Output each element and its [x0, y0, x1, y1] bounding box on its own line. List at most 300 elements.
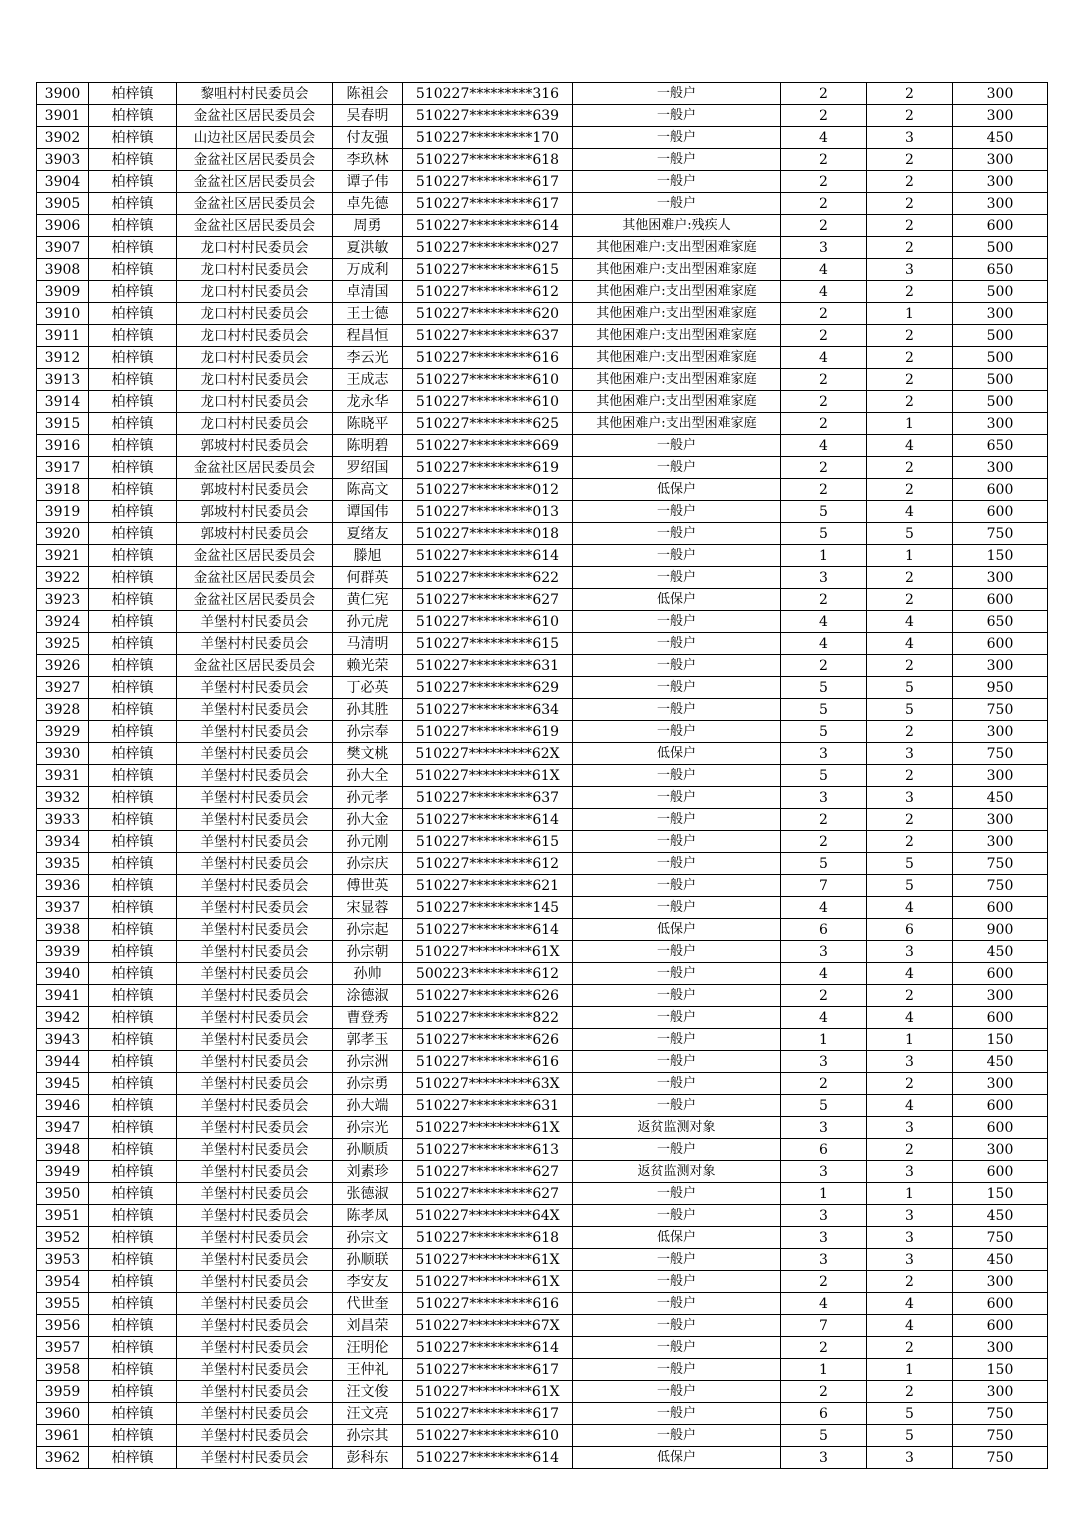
household-type-cell: 一般户	[573, 171, 781, 193]
village-committee-cell: 金盆社区居民委员会	[177, 567, 333, 589]
serial-number-cell: 3960	[37, 1403, 89, 1425]
name-cell: 孙大端	[333, 1095, 403, 1117]
table-row	[37, 347, 1048, 369]
table-row	[37, 1249, 1048, 1271]
serial-number-cell: 3926	[37, 655, 89, 677]
id-number-cell: 510227*********617	[403, 193, 573, 215]
household-size-cell: 3	[781, 1117, 867, 1139]
name-cell: 谭子伟	[333, 171, 403, 193]
village-committee-cell: 羊堡村村民委员会	[177, 721, 333, 743]
beneficiary-count-cell: 5	[867, 875, 953, 897]
household-size-cell: 2	[781, 215, 867, 237]
name-cell: 黄仁宪	[333, 589, 403, 611]
amount-cell: 600	[953, 501, 1048, 523]
name-cell: 孙元孝	[333, 787, 403, 809]
name-cell: 张德淑	[333, 1183, 403, 1205]
id-number-cell: 510227*********626	[403, 985, 573, 1007]
beneficiary-count-cell: 4	[867, 435, 953, 457]
town-cell: 柏梓镇	[89, 1095, 177, 1117]
id-number-cell: 510227*********610	[403, 1425, 573, 1447]
household-size-cell: 1	[781, 1029, 867, 1051]
village-committee-cell: 羊堡村村民委员会	[177, 1095, 333, 1117]
beneficiary-count-cell: 2	[867, 83, 953, 105]
id-number-cell: 500223*********612	[403, 963, 573, 985]
household-size-cell: 5	[781, 501, 867, 523]
beneficiary-count-cell: 3	[867, 1447, 953, 1469]
household-type-cell: 一般户	[573, 1359, 781, 1381]
serial-number-cell: 3949	[37, 1161, 89, 1183]
household-type-cell: 一般户	[573, 831, 781, 853]
table-row	[37, 435, 1048, 457]
table-row	[37, 259, 1048, 281]
table-row	[37, 1227, 1048, 1249]
serial-number-cell: 3956	[37, 1315, 89, 1337]
amount-cell: 450	[953, 127, 1048, 149]
household-size-cell: 3	[781, 237, 867, 259]
name-cell: 龙永华	[333, 391, 403, 413]
amount-cell: 600	[953, 1007, 1048, 1029]
household-type-cell: 一般户	[573, 83, 781, 105]
household-type-cell: 一般户	[573, 435, 781, 457]
household-size-cell: 2	[781, 457, 867, 479]
serial-number-cell: 3939	[37, 941, 89, 963]
beneficiary-count-cell: 5	[867, 853, 953, 875]
table-row	[37, 237, 1048, 259]
table-row	[37, 171, 1048, 193]
household-size-cell: 2	[781, 589, 867, 611]
household-size-cell: 2	[781, 83, 867, 105]
household-size-cell: 4	[781, 1293, 867, 1315]
household-type-cell: 低保户	[573, 479, 781, 501]
beneficiary-count-cell: 2	[867, 193, 953, 215]
amount-cell: 500	[953, 237, 1048, 259]
name-cell: 汪文俊	[333, 1381, 403, 1403]
village-committee-cell: 金盆社区居民委员会	[177, 215, 333, 237]
amount-cell: 600	[953, 215, 1048, 237]
amount-cell: 300	[953, 193, 1048, 215]
id-number-cell: 510227*********621	[403, 875, 573, 897]
serial-number-cell: 3942	[37, 1007, 89, 1029]
serial-number-cell: 3902	[37, 127, 89, 149]
serial-number-cell: 3941	[37, 985, 89, 1007]
village-committee-cell: 羊堡村村民委员会	[177, 1183, 333, 1205]
beneficiary-count-cell: 4	[867, 1007, 953, 1029]
table-row	[37, 303, 1048, 325]
beneficiary-count-cell: 2	[867, 655, 953, 677]
id-number-cell: 510227*********614	[403, 545, 573, 567]
household-type-cell: 其他困难户:支出型困难家庭	[573, 391, 781, 413]
id-number-cell: 510227*********63X	[403, 1073, 573, 1095]
household-size-cell: 2	[781, 149, 867, 171]
household-size-cell: 2	[781, 809, 867, 831]
town-cell: 柏梓镇	[89, 259, 177, 281]
name-cell: 孙宗奉	[333, 721, 403, 743]
beneficiary-count-cell: 2	[867, 149, 953, 171]
serial-number-cell: 3944	[37, 1051, 89, 1073]
name-cell: 刘昌荣	[333, 1315, 403, 1337]
id-number-cell: 510227*********629	[403, 677, 573, 699]
village-committee-cell: 羊堡村村民委员会	[177, 1205, 333, 1227]
town-cell: 柏梓镇	[89, 985, 177, 1007]
serial-number-cell: 3922	[37, 567, 89, 589]
amount-cell: 600	[953, 1293, 1048, 1315]
name-cell: 代世奎	[333, 1293, 403, 1315]
household-size-cell: 3	[781, 941, 867, 963]
village-committee-cell: 羊堡村村民委员会	[177, 919, 333, 941]
amount-cell: 750	[953, 1227, 1048, 1249]
serial-number-cell: 3959	[37, 1381, 89, 1403]
town-cell: 柏梓镇	[89, 523, 177, 545]
household-size-cell: 5	[781, 1425, 867, 1447]
name-cell: 孙宗文	[333, 1227, 403, 1249]
town-cell: 柏梓镇	[89, 831, 177, 853]
town-cell: 柏梓镇	[89, 1183, 177, 1205]
table-row	[37, 963, 1048, 985]
beneficiary-count-cell: 4	[867, 963, 953, 985]
name-cell: 孙宗光	[333, 1117, 403, 1139]
household-type-cell: 低保户	[573, 1447, 781, 1469]
id-number-cell: 510227*********626	[403, 1029, 573, 1051]
name-cell: 孙大全	[333, 765, 403, 787]
village-committee-cell: 羊堡村村民委员会	[177, 1007, 333, 1029]
id-number-cell: 510227*********616	[403, 347, 573, 369]
town-cell: 柏梓镇	[89, 303, 177, 325]
table-row	[37, 1315, 1048, 1337]
household-type-cell: 一般户	[573, 1425, 781, 1447]
household-type-cell: 一般户	[573, 193, 781, 215]
table-row	[37, 1447, 1048, 1469]
name-cell: 夏绪友	[333, 523, 403, 545]
id-number-cell: 510227*********316	[403, 83, 573, 105]
village-committee-cell: 金盆社区居民委员会	[177, 149, 333, 171]
name-cell: 孙元虎	[333, 611, 403, 633]
town-cell: 柏梓镇	[89, 743, 177, 765]
household-size-cell: 4	[781, 347, 867, 369]
village-committee-cell: 羊堡村村民委员会	[177, 1139, 333, 1161]
village-committee-cell: 龙口村村民委员会	[177, 325, 333, 347]
name-cell: 吴春明	[333, 105, 403, 127]
household-size-cell: 2	[781, 413, 867, 435]
beneficiary-count-cell: 2	[867, 171, 953, 193]
id-number-cell: 510227*********620	[403, 303, 573, 325]
beneficiary-count-cell: 3	[867, 941, 953, 963]
table-row	[37, 699, 1048, 721]
serial-number-cell: 3923	[37, 589, 89, 611]
amount-cell: 500	[953, 325, 1048, 347]
beneficiary-count-cell: 2	[867, 721, 953, 743]
town-cell: 柏梓镇	[89, 1293, 177, 1315]
name-cell: 郭孝玉	[333, 1029, 403, 1051]
id-number-cell: 510227*********614	[403, 809, 573, 831]
serial-number-cell: 3951	[37, 1205, 89, 1227]
amount-cell: 500	[953, 347, 1048, 369]
household-type-cell: 其他困难户:支出型困难家庭	[573, 325, 781, 347]
household-type-cell: 一般户	[573, 1337, 781, 1359]
serial-number-cell: 3909	[37, 281, 89, 303]
amount-cell: 300	[953, 149, 1048, 171]
id-number-cell: 510227*********62X	[403, 743, 573, 765]
household-type-cell: 其他困难户:支出型困难家庭	[573, 347, 781, 369]
table-row	[37, 1205, 1048, 1227]
table-row	[37, 479, 1048, 501]
town-cell: 柏梓镇	[89, 1381, 177, 1403]
id-number-cell: 510227*********614	[403, 919, 573, 941]
table-row	[37, 787, 1048, 809]
table-row	[37, 501, 1048, 523]
village-committee-cell: 龙口村村民委员会	[177, 369, 333, 391]
serial-number-cell: 3931	[37, 765, 89, 787]
town-cell: 柏梓镇	[89, 1161, 177, 1183]
town-cell: 柏梓镇	[89, 677, 177, 699]
name-cell: 卓先德	[333, 193, 403, 215]
serial-number-cell: 3961	[37, 1425, 89, 1447]
id-number-cell: 510227*********145	[403, 897, 573, 919]
name-cell: 孙顺质	[333, 1139, 403, 1161]
amount-cell: 600	[953, 633, 1048, 655]
household-type-cell: 一般户	[573, 985, 781, 1007]
name-cell: 万成利	[333, 259, 403, 281]
name-cell: 李云光	[333, 347, 403, 369]
town-cell: 柏梓镇	[89, 413, 177, 435]
household-type-cell: 一般户	[573, 127, 781, 149]
amount-cell: 300	[953, 105, 1048, 127]
table-row	[37, 611, 1048, 633]
beneficiary-count-cell: 4	[867, 501, 953, 523]
household-size-cell: 5	[781, 523, 867, 545]
town-cell: 柏梓镇	[89, 853, 177, 875]
id-number-cell: 510227*********013	[403, 501, 573, 523]
household-type-cell: 一般户	[573, 501, 781, 523]
beneficiary-count-cell: 1	[867, 1183, 953, 1205]
beneficiary-count-cell: 2	[867, 457, 953, 479]
beneficiary-count-cell: 3	[867, 743, 953, 765]
name-cell: 樊文桃	[333, 743, 403, 765]
amount-cell: 450	[953, 941, 1048, 963]
name-cell: 傅世英	[333, 875, 403, 897]
household-type-cell: 一般户	[573, 853, 781, 875]
table-row	[37, 655, 1048, 677]
table-row	[37, 985, 1048, 1007]
household-size-cell: 4	[781, 127, 867, 149]
amount-cell: 950	[953, 677, 1048, 699]
household-size-cell: 2	[781, 171, 867, 193]
amount-cell: 600	[953, 589, 1048, 611]
beneficiary-count-cell: 4	[867, 897, 953, 919]
serial-number-cell: 3911	[37, 325, 89, 347]
village-committee-cell: 羊堡村村民委员会	[177, 1381, 333, 1403]
household-type-cell: 一般户	[573, 655, 781, 677]
serial-number-cell: 3954	[37, 1271, 89, 1293]
table-row	[37, 83, 1048, 105]
household-size-cell: 3	[781, 1447, 867, 1469]
household-size-cell: 2	[781, 1271, 867, 1293]
village-committee-cell: 羊堡村村民委员会	[177, 787, 333, 809]
beneficiary-count-cell: 6	[867, 919, 953, 941]
village-committee-cell: 龙口村村民委员会	[177, 413, 333, 435]
table-row	[37, 1007, 1048, 1029]
serial-number-cell: 3938	[37, 919, 89, 941]
name-cell: 彭科东	[333, 1447, 403, 1469]
household-size-cell: 5	[781, 853, 867, 875]
amount-cell: 300	[953, 809, 1048, 831]
name-cell: 孙帅	[333, 963, 403, 985]
town-cell: 柏梓镇	[89, 1117, 177, 1139]
household-type-cell: 一般户	[573, 897, 781, 919]
name-cell: 汪明伦	[333, 1337, 403, 1359]
village-committee-cell: 金盆社区居民委员会	[177, 105, 333, 127]
beneficiary-count-cell: 1	[867, 1029, 953, 1051]
household-size-cell: 2	[781, 105, 867, 127]
beneficiary-count-cell: 2	[867, 765, 953, 787]
name-cell: 卓清国	[333, 281, 403, 303]
household-type-cell: 一般户	[573, 611, 781, 633]
id-number-cell: 510227*********615	[403, 259, 573, 281]
household-size-cell: 4	[781, 897, 867, 919]
household-type-cell: 一般户	[573, 545, 781, 567]
serial-number-cell: 3948	[37, 1139, 89, 1161]
table-row	[37, 743, 1048, 765]
village-committee-cell: 金盆社区居民委员会	[177, 655, 333, 677]
name-cell: 孙宗洲	[333, 1051, 403, 1073]
household-type-cell: 一般户	[573, 1315, 781, 1337]
village-committee-cell: 龙口村村民委员会	[177, 237, 333, 259]
village-committee-cell: 龙口村村民委员会	[177, 303, 333, 325]
name-cell: 王士德	[333, 303, 403, 325]
serial-number-cell: 3915	[37, 413, 89, 435]
id-number-cell: 510227*********616	[403, 1051, 573, 1073]
village-committee-cell: 金盆社区居民委员会	[177, 545, 333, 567]
household-type-cell: 一般户	[573, 1029, 781, 1051]
town-cell: 柏梓镇	[89, 457, 177, 479]
amount-cell: 300	[953, 1381, 1048, 1403]
village-committee-cell: 龙口村村民委员会	[177, 391, 333, 413]
amount-cell: 300	[953, 765, 1048, 787]
household-type-cell: 其他困难户:支出型困难家庭	[573, 237, 781, 259]
beneficiary-count-cell: 4	[867, 1293, 953, 1315]
town-cell: 柏梓镇	[89, 325, 177, 347]
table-row	[37, 1293, 1048, 1315]
id-number-cell: 510227*********61X	[403, 1249, 573, 1271]
id-number-cell: 510227*********617	[403, 1359, 573, 1381]
town-cell: 柏梓镇	[89, 897, 177, 919]
town-cell: 柏梓镇	[89, 1139, 177, 1161]
beneficiary-count-cell: 5	[867, 1403, 953, 1425]
id-number-cell: 510227*********625	[403, 413, 573, 435]
household-type-cell: 一般户	[573, 1381, 781, 1403]
serial-number-cell: 3947	[37, 1117, 89, 1139]
household-type-cell: 一般户	[573, 875, 781, 897]
household-type-cell: 一般户	[573, 1051, 781, 1073]
name-cell: 刘素珍	[333, 1161, 403, 1183]
name-cell: 孙宗起	[333, 919, 403, 941]
town-cell: 柏梓镇	[89, 809, 177, 831]
household-type-cell: 一般户	[573, 1205, 781, 1227]
household-type-cell: 一般户	[573, 1183, 781, 1205]
town-cell: 柏梓镇	[89, 83, 177, 105]
amount-cell: 300	[953, 831, 1048, 853]
serial-number-cell: 3943	[37, 1029, 89, 1051]
village-committee-cell: 黎咀村村民委员会	[177, 83, 333, 105]
amount-cell: 300	[953, 1337, 1048, 1359]
table-row	[37, 457, 1048, 479]
town-cell: 柏梓镇	[89, 479, 177, 501]
village-committee-cell: 羊堡村村民委员会	[177, 1425, 333, 1447]
town-cell: 柏梓镇	[89, 1205, 177, 1227]
amount-cell: 750	[953, 743, 1048, 765]
amount-cell: 300	[953, 1271, 1048, 1293]
amount-cell: 500	[953, 369, 1048, 391]
amount-cell: 650	[953, 259, 1048, 281]
household-type-cell: 一般户	[573, 567, 781, 589]
serial-number-cell: 3924	[37, 611, 89, 633]
town-cell: 柏梓镇	[89, 567, 177, 589]
id-number-cell: 510227*********627	[403, 1161, 573, 1183]
household-type-cell: 低保户	[573, 743, 781, 765]
household-size-cell: 1	[781, 545, 867, 567]
amount-cell: 650	[953, 435, 1048, 457]
household-size-cell: 2	[781, 655, 867, 677]
household-type-cell: 一般户	[573, 1095, 781, 1117]
household-size-cell: 4	[781, 435, 867, 457]
id-number-cell: 510227*********614	[403, 215, 573, 237]
table-row	[37, 1337, 1048, 1359]
beneficiary-count-cell: 2	[867, 1271, 953, 1293]
table-row	[37, 1359, 1048, 1381]
village-committee-cell: 羊堡村村民委员会	[177, 1293, 333, 1315]
beneficiary-count-cell: 2	[867, 369, 953, 391]
beneficiary-count-cell: 2	[867, 1381, 953, 1403]
village-committee-cell: 羊堡村村民委员会	[177, 853, 333, 875]
table-row	[37, 1095, 1048, 1117]
household-type-cell: 一般户	[573, 1073, 781, 1095]
serial-number-cell: 3905	[37, 193, 89, 215]
amount-cell: 750	[953, 875, 1048, 897]
household-size-cell: 3	[781, 1249, 867, 1271]
amount-cell: 300	[953, 457, 1048, 479]
village-committee-cell: 羊堡村村民委员会	[177, 611, 333, 633]
town-cell: 柏梓镇	[89, 1359, 177, 1381]
serial-number-cell: 3936	[37, 875, 89, 897]
amount-cell: 450	[953, 787, 1048, 809]
amount-cell: 750	[953, 523, 1048, 545]
id-number-cell: 510227*********61X	[403, 1271, 573, 1293]
table-row	[37, 567, 1048, 589]
village-committee-cell: 羊堡村村民委员会	[177, 743, 333, 765]
village-committee-cell: 羊堡村村民委员会	[177, 875, 333, 897]
amount-cell: 750	[953, 1425, 1048, 1447]
id-number-cell: 510227*********617	[403, 171, 573, 193]
name-cell: 王成志	[333, 369, 403, 391]
household-size-cell: 6	[781, 919, 867, 941]
town-cell: 柏梓镇	[89, 875, 177, 897]
serial-number-cell: 3914	[37, 391, 89, 413]
village-committee-cell: 郭坡村村民委员会	[177, 523, 333, 545]
town-cell: 柏梓镇	[89, 655, 177, 677]
household-size-cell: 5	[781, 765, 867, 787]
household-type-cell: 一般户	[573, 787, 781, 809]
town-cell: 柏梓镇	[89, 435, 177, 457]
household-type-cell: 其他困难户:支出型困难家庭	[573, 303, 781, 325]
amount-cell: 600	[953, 897, 1048, 919]
household-type-cell: 低保户	[573, 919, 781, 941]
household-size-cell: 4	[781, 611, 867, 633]
id-number-cell: 510227*********615	[403, 633, 573, 655]
id-number-cell: 510227*********012	[403, 479, 573, 501]
household-type-cell: 其他困难户:残疾人	[573, 215, 781, 237]
id-number-cell: 510227*********619	[403, 457, 573, 479]
table-row	[37, 369, 1048, 391]
beneficiary-count-cell: 2	[867, 1337, 953, 1359]
